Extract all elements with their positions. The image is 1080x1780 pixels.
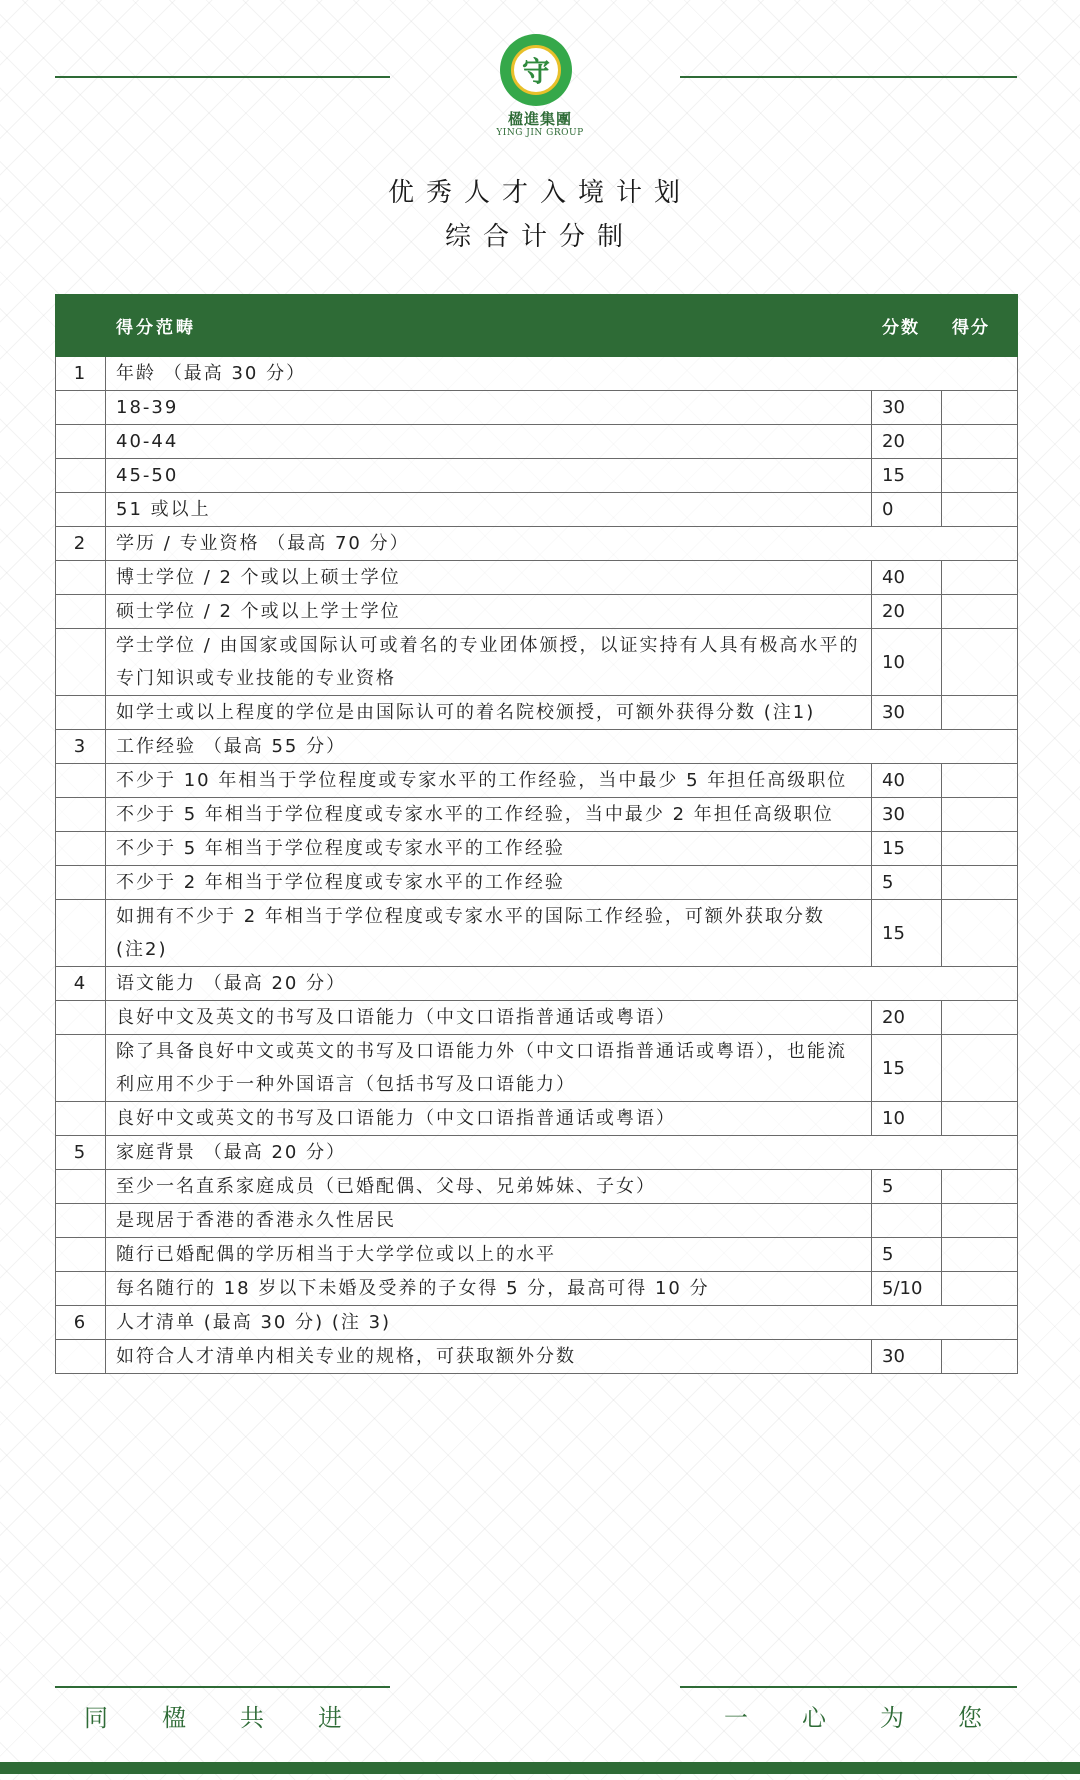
section-number: 6	[56, 1306, 106, 1340]
score-cell[interactable]	[942, 425, 1018, 459]
table-row	[56, 798, 1018, 832]
section-title: 工作经验 （最高 55 分）	[106, 730, 1018, 764]
section-title: 年龄 （最高 30 分）	[106, 357, 1018, 391]
criterion-cell: 40-44	[106, 425, 872, 459]
section-row	[56, 527, 1018, 561]
score-cell[interactable]	[942, 1238, 1018, 1272]
criterion-cell: 良好中文或英文的书写及口语能力（中文口语指普通话或粤语）	[106, 1102, 872, 1136]
row-number-cell	[56, 832, 106, 866]
table-row	[56, 1035, 1018, 1102]
section-title: 人才清单 (最高 30 分) (注 3)	[106, 1306, 1018, 1340]
header-num	[56, 295, 106, 357]
criterion-cell: 良好中文及英文的书写及口语能力（中文口语指普通话或粤语）	[106, 1001, 872, 1035]
row-number-cell	[56, 391, 106, 425]
section-title: 学历 / 专业资格 （最高 70 分）	[106, 527, 1018, 561]
table-row	[56, 1170, 1018, 1204]
footer-char: 心	[802, 1704, 826, 1732]
row-number-cell	[56, 900, 106, 967]
criterion-cell: 不少于 2 年相当于学位程度或专家水平的工作经验	[106, 866, 872, 900]
table-row	[56, 595, 1018, 629]
points-cell: 5	[872, 866, 942, 900]
page-subtitle: 综合计分制	[444, 222, 635, 252]
row-number-cell	[56, 459, 106, 493]
points-cell: 20	[872, 425, 942, 459]
table-row	[56, 1001, 1018, 1035]
table-header-row	[56, 295, 1018, 357]
score-cell[interactable]	[942, 595, 1018, 629]
points-cell: 10	[872, 629, 942, 696]
table-row	[56, 1272, 1018, 1306]
footer-char: 一	[724, 1704, 748, 1732]
section-number: 5	[56, 1136, 106, 1170]
footer-slogan-right	[724, 1698, 1036, 1733]
points-cell: 20	[872, 595, 942, 629]
criterion-cell: 不少于 5 年相当于学位程度或专家水平的工作经验	[106, 832, 872, 866]
row-number-cell	[56, 1272, 106, 1306]
row-number-cell	[56, 866, 106, 900]
row-number-cell	[56, 798, 106, 832]
section-number: 4	[56, 967, 106, 1001]
header-line-left	[55, 76, 390, 78]
criterion-cell: 如学士或以上程度的学位是由国际认可的着名院校颁授，可额外获得分数 (注1)	[106, 696, 872, 730]
section-number: 1	[56, 357, 106, 391]
section-row	[56, 1136, 1018, 1170]
points-cell: 15	[872, 1035, 942, 1102]
points-cell: 5/10	[872, 1272, 942, 1306]
row-number-cell	[56, 629, 106, 696]
footer-char: 共	[240, 1704, 264, 1732]
points-cell: 20	[872, 1001, 942, 1035]
criterion-cell: 学士学位 / 由国家或国际认可或着名的专业团体颁授，以证实持有人具有极高水平的专门知识或专业技能的专业资格	[106, 629, 872, 696]
score-cell[interactable]	[942, 493, 1018, 527]
table-row	[56, 1340, 1018, 1374]
score-cell[interactable]	[942, 391, 1018, 425]
table-row	[56, 1238, 1018, 1272]
footer-slogan-left	[84, 1698, 396, 1733]
row-number-cell	[56, 493, 106, 527]
header-category: 得分范畴	[106, 295, 872, 357]
score-cell[interactable]	[942, 1102, 1018, 1136]
points-cell	[872, 1204, 942, 1238]
company-logo	[500, 34, 572, 106]
score-cell[interactable]	[942, 459, 1018, 493]
criterion-cell: 18-39	[106, 391, 872, 425]
points-cell: 15	[872, 832, 942, 866]
table-row	[56, 629, 1018, 696]
table-row	[56, 459, 1018, 493]
score-cell[interactable]	[942, 1001, 1018, 1035]
score-cell[interactable]	[942, 798, 1018, 832]
criterion-cell: 不少于 5 年相当于学位程度或专家水平的工作经验，当中最少 2 年担任高级职位	[106, 798, 872, 832]
score-cell[interactable]	[942, 1272, 1018, 1306]
table-row	[56, 1204, 1018, 1238]
table-row	[56, 561, 1018, 595]
table-row	[56, 866, 1018, 900]
criterion-cell: 每名随行的 18 岁以下未婚及受养的子女得 5 分，最高可得 10 分	[106, 1272, 872, 1306]
header-score: 得分	[942, 295, 1018, 357]
criterion-cell: 如符合人才清单内相关专业的规格，可获取额外分数	[106, 1340, 872, 1374]
section-row	[56, 730, 1018, 764]
section-row	[56, 357, 1018, 391]
section-row	[56, 967, 1018, 1001]
criterion-cell: 硕士学位 / 2 个或以上学士学位	[106, 595, 872, 629]
criterion-cell: 至少一名直系家庭成员（已婚配偶、父母、兄弟姊妹、子女）	[106, 1170, 872, 1204]
points-cell: 30	[872, 696, 942, 730]
footer-char: 为	[880, 1704, 904, 1732]
criterion-cell: 不少于 10 年相当于学位程度或专家水平的工作经验，当中最少 5 年担任高级职位	[106, 764, 872, 798]
table-row	[56, 832, 1018, 866]
header-points: 分数	[872, 295, 942, 357]
row-number-cell	[56, 1170, 106, 1204]
score-cell[interactable]	[942, 764, 1018, 798]
score-cell[interactable]	[942, 866, 1018, 900]
criterion-cell: 随行已婚配偶的学历相当于大学学位或以上的水平	[106, 1238, 872, 1272]
criterion-cell: 是现居于香港的香港永久性居民	[106, 1204, 872, 1238]
points-cell: 5	[872, 1238, 942, 1272]
score-cell[interactable]	[942, 696, 1018, 730]
section-number: 2	[56, 527, 106, 561]
criterion-cell: 除了具备良好中文或英文的书写及口语能力外（中文口语指普通话或粤语），也能流利应用不少于一种外国语言（包括书写及口语能力）	[106, 1035, 872, 1102]
footer-char: 进	[318, 1704, 342, 1732]
points-cell: 0	[872, 493, 942, 527]
row-number-cell	[56, 1340, 106, 1374]
points-cell: 10	[872, 1102, 942, 1136]
points-cell: 15	[872, 459, 942, 493]
row-number-cell	[56, 764, 106, 798]
scoring-table	[55, 294, 1018, 1374]
brand-name-en: YING JIN GROUP	[496, 128, 584, 138]
criterion-cell: 45-50	[106, 459, 872, 493]
footer-line-right	[680, 1686, 1017, 1688]
row-number-cell	[56, 595, 106, 629]
points-cell: 30	[872, 1340, 942, 1374]
score-cell[interactable]	[942, 832, 1018, 866]
section-row	[56, 1306, 1018, 1340]
points-cell: 15	[872, 900, 942, 967]
table-row	[56, 391, 1018, 425]
footer-char: 楹	[162, 1704, 186, 1732]
score-cell[interactable]	[942, 900, 1018, 967]
criterion-cell: 51 或以上	[106, 493, 872, 527]
points-cell: 30	[872, 798, 942, 832]
row-number-cell	[56, 1102, 106, 1136]
points-cell: 40	[872, 561, 942, 595]
table-body	[56, 357, 1018, 1374]
criterion-cell: 如拥有不少于 2 年相当于学位程度或专家水平的国际工作经验，可额外获取分数 (注2)	[106, 900, 872, 967]
table-row	[56, 900, 1018, 967]
criterion-cell: 博士学位 / 2 个或以上硕士学位	[106, 561, 872, 595]
points-cell: 40	[872, 764, 942, 798]
brand-name-cn: 楹進集團	[507, 110, 572, 128]
score-cell[interactable]	[942, 1035, 1018, 1102]
table-row	[56, 696, 1018, 730]
table-row	[56, 425, 1018, 459]
table-row	[56, 493, 1018, 527]
footer-char: 同	[84, 1704, 108, 1732]
points-cell: 30	[872, 391, 942, 425]
table-row	[56, 764, 1018, 798]
section-number: 3	[56, 730, 106, 764]
row-number-cell	[56, 1238, 106, 1272]
row-number-cell	[56, 561, 106, 595]
score-cell[interactable]	[942, 1170, 1018, 1204]
bottom-bar	[0, 1762, 1080, 1774]
footer-line-left	[55, 1686, 390, 1688]
footer-char: 您	[958, 1704, 982, 1732]
score-cell[interactable]	[942, 1204, 1018, 1238]
row-number-cell	[56, 1035, 106, 1102]
section-title: 语文能力 （最高 20 分）	[106, 967, 1018, 1001]
header-line-right	[680, 76, 1017, 78]
score-cell[interactable]	[942, 1340, 1018, 1374]
points-cell: 5	[872, 1170, 942, 1204]
logo-glyph: 守	[521, 55, 550, 88]
row-number-cell	[56, 1001, 106, 1035]
score-cell[interactable]	[942, 561, 1018, 595]
row-number-cell	[56, 1204, 106, 1238]
row-number-cell	[56, 696, 106, 730]
section-title: 家庭背景 （最高 20 分）	[106, 1136, 1018, 1170]
page-title: 优秀人才入境计划	[387, 178, 692, 208]
table-row	[56, 1102, 1018, 1136]
score-cell[interactable]	[942, 629, 1018, 696]
row-number-cell	[56, 425, 106, 459]
